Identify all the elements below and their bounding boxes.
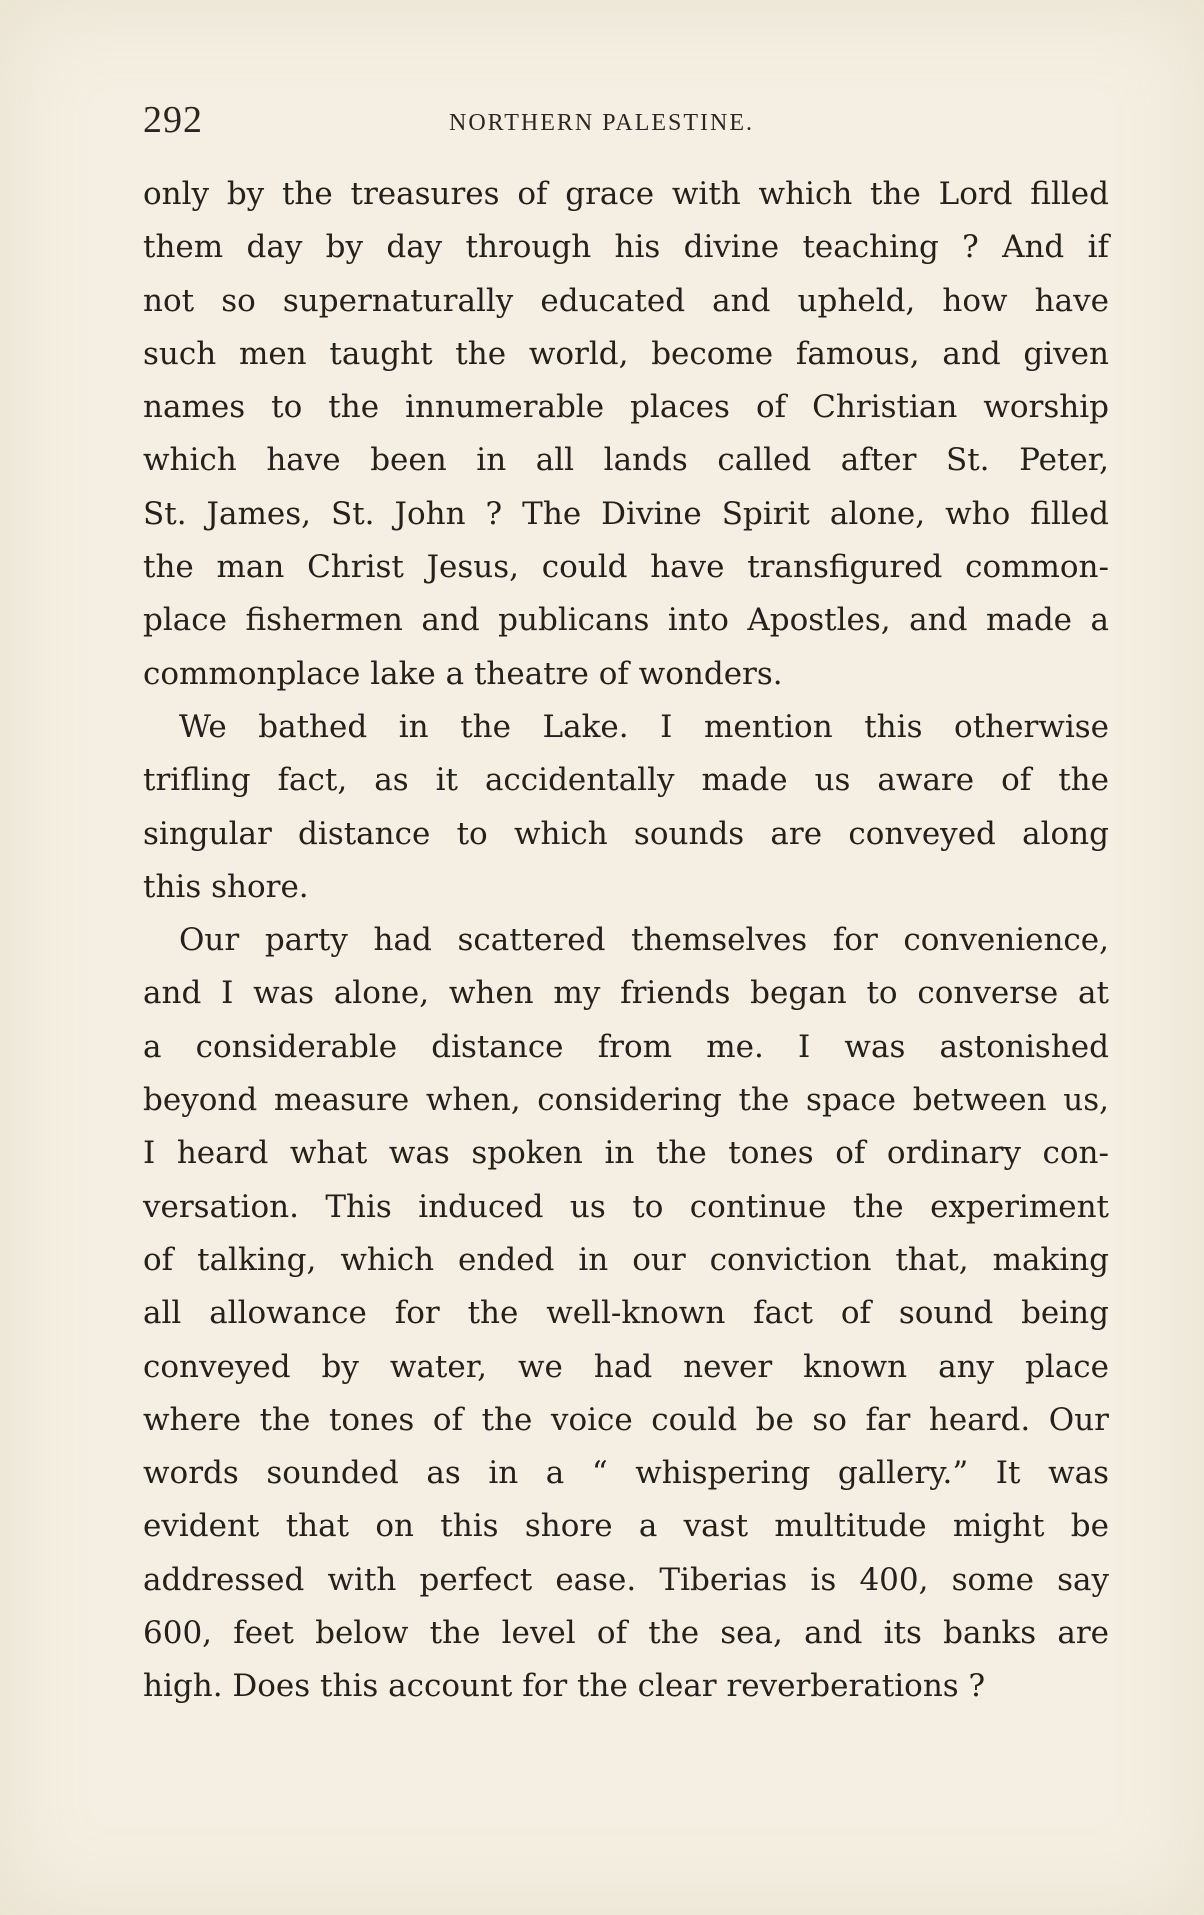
paragraph bbox=[143, 168, 1109, 701]
page-number: 292 bbox=[143, 99, 203, 141]
text-line: this shore. bbox=[143, 868, 309, 905]
text-line: names to the innumerable places of Christian worship bbox=[143, 389, 1109, 426]
text-line: words sounded as in a “ whispering gallery.” It was bbox=[143, 1455, 1109, 1492]
text-line: We bathed in the Lake. I mention this otherwise bbox=[179, 708, 1109, 745]
text-line: place fishermen and publicans into Apostles, and made a bbox=[143, 602, 1109, 639]
text-line: trifling fact, as it accidentally made us aware of the bbox=[143, 762, 1109, 799]
paragraph bbox=[143, 701, 1109, 914]
text-line: of talking, which ended in our conviction that, making bbox=[143, 1241, 1109, 1278]
body-text bbox=[143, 168, 1109, 1714]
text-line: commonplace lake a theatre of wonders. bbox=[143, 655, 783, 692]
text-line: Our party had scattered themselves for convenience, bbox=[179, 922, 1109, 959]
text-line: a considerable distance from me. I was astonished bbox=[143, 1028, 1109, 1065]
text-line: 600, feet below the level of the sea, and its banks are bbox=[143, 1615, 1109, 1652]
text-line: high. Does this account for the clear reverberations ? bbox=[143, 1668, 986, 1705]
text-line: addressed with perfect ease. Tiberias is 400, some say bbox=[143, 1561, 1109, 1598]
text-line: not so supernaturally educated and upheld, how have bbox=[143, 282, 1109, 319]
text-line: the man Christ Jesus, could have transfigured common- bbox=[143, 549, 1109, 586]
text-line: beyond measure when, considering the space between us, bbox=[143, 1082, 1109, 1119]
text-line: where the tones of the voice could be so far heard. Our bbox=[143, 1401, 1109, 1438]
text-line: all allowance for the well-known fact of sound being bbox=[143, 1295, 1109, 1332]
text-line: them day by day through his divine teaching ? And if bbox=[143, 229, 1109, 266]
text-line: such men taught the world, become famous, and given bbox=[143, 335, 1109, 372]
running-head-title: NORTHERN PALESTINE. bbox=[449, 110, 755, 136]
text-line: only by the treasures of grace with which the Lord filled bbox=[143, 176, 1109, 212]
running-head bbox=[143, 98, 1109, 146]
text-line: versation. This induced us to continue the experiment bbox=[143, 1188, 1109, 1225]
text-line: St. James, St. John ? The Divine Spirit alone, who filled bbox=[143, 495, 1109, 532]
text-line: conveyed by water, we had never known any place bbox=[143, 1348, 1109, 1385]
text-line: I heard what was spoken in the tones of ordinary con- bbox=[143, 1135, 1109, 1172]
paragraph bbox=[143, 914, 1109, 1713]
text-line: evident that on this shore a vast multitude might be bbox=[143, 1508, 1109, 1545]
text-line: singular distance to which sounds are conveyed along bbox=[143, 815, 1109, 852]
text-line: which have been in all lands called after St. Peter, bbox=[143, 442, 1109, 479]
text-line: and I was alone, when my friends began to converse at bbox=[143, 975, 1109, 1012]
